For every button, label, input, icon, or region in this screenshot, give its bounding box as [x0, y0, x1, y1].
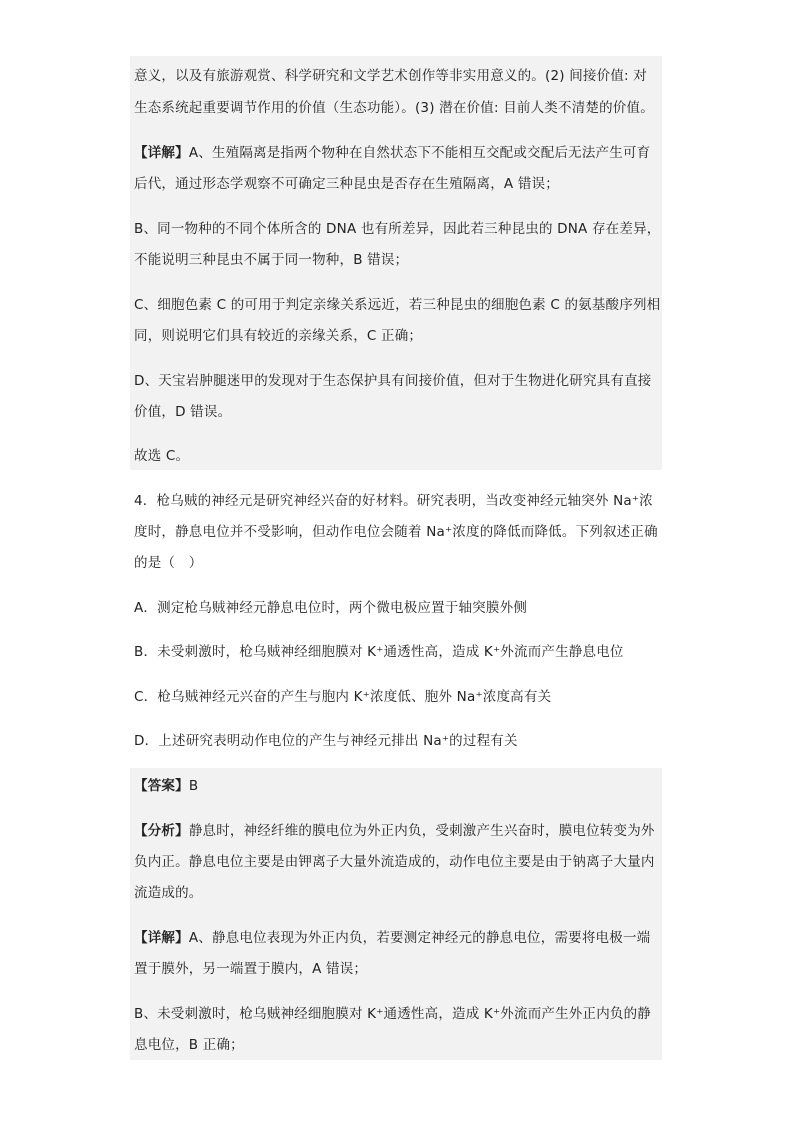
- question4-stem-line-2: 度时，静息电位并不受影响，但动作电位会随着 Na⁺浓度的降低而降低。下列叙述正确: [134, 524, 658, 540]
- conclusion-line: 故选 C。: [134, 448, 190, 464]
- question4-stem-line-3: 的是（ ）: [134, 555, 203, 571]
- detail-b-line-2: 不能说明三种昆虫不属于同一物种，B 错误；: [134, 252, 409, 268]
- answer-label: 【答案】: [134, 778, 189, 794]
- analysis-line-2: 负内正。静息电位主要是由钾离子大量外流造成的，动作电位主要是由于钠离子大量内: [134, 854, 655, 870]
- analysis-line-1: [134, 822, 674, 840]
- question4-option-a: A．测定枪乌贼神经元静息电位时，两个微电极应置于轴突膜外侧: [134, 600, 528, 616]
- detail-c-line-2: 同，则说明它们具有较近的亲缘关系，C 正确；: [134, 328, 423, 344]
- answer-detail-a-text: A、静息电位表现为外正内负，若要测定神经元的静息电位，需要将电极一端: [188, 930, 651, 946]
- detail-d-line-2: 价值，D 错误。: [134, 404, 232, 420]
- answer-detail-label: 【详解】: [134, 930, 189, 946]
- answer-line: [134, 777, 674, 795]
- answer-detail-a-line-1: [134, 929, 674, 947]
- explanation-line-1: 意义，以及有旅游观赏、科学研究和文学艺术创作等非实用意义的。(2) 间接价值: 对: [134, 68, 647, 84]
- question4-option-c: C．枪乌贼神经元兴奋的产生与胞内 K⁺浓度低、胞外 Na⁺浓度高有关: [134, 689, 552, 705]
- detail-d-line-1: D、天宝岩肿腿迷甲的发现对于生态保护具有间接价值，但对于生物进化研究具有直接: [134, 373, 652, 389]
- detail-a-line-1: [134, 144, 674, 162]
- answer-value: B: [188, 778, 199, 794]
- answer-detail-a-line-2: 置于膜外，另一端置于膜内，A 错误；: [134, 961, 368, 977]
- explanation-line-2: 生态系统起重要调节作用的价值（生态功能）。(3) 潜在价值: 目前人类不清楚的价值。: [134, 100, 654, 116]
- detail-label: 【详解】: [134, 145, 189, 161]
- detail-b-line-1: B、同一物种的不同个体所含的 DNA 也有所差异，因此若三种昆虫的 DNA 存在差异，: [134, 221, 661, 237]
- detail-c-line-1: C、细胞色素 C 的可用于判定亲缘关系远近，若三种昆虫的细胞色素 C 的氨基酸序列相: [134, 297, 661, 313]
- answer-detail-b-line-2: 息电位，B 正确；: [134, 1037, 244, 1053]
- analysis-label: 【分析】: [134, 823, 189, 839]
- question4-option-d: D．上述研究表明动作电位的产生与神经元排出 Na⁺的过程有关: [134, 733, 518, 749]
- detail-a-text: A、生殖隔离是指两个物种在自然状态下不能相互交配或交配后无法产生可育: [188, 145, 651, 161]
- detail-a-line-2: 后代，通过形态学观察不可确定三种昆虫是否存在生殖隔离，A 错误；: [134, 176, 559, 192]
- analysis-line-3: 流造成的。: [134, 885, 203, 901]
- question4-option-b: B．未受刺激时，枪乌贼神经细胞膜对 K⁺通透性高，造成 K⁺外流而产生静息电位: [134, 644, 624, 660]
- analysis-text: 静息时，神经纤维的膜电位为外正内负，受刺激产生兴奋时，膜电位转变为外: [188, 823, 655, 839]
- answer-detail-b-line-1: B、未受刺激时，枪乌贼神经细胞膜对 K⁺通透性高，造成 K⁺外流而产生外正内负的静: [134, 1006, 651, 1022]
- question4-stem-line-1: 4．枪乌贼的神经元是研究神经兴奋的好材料。研究表明，当改变神经元轴突外 Na⁺浓: [134, 493, 653, 509]
